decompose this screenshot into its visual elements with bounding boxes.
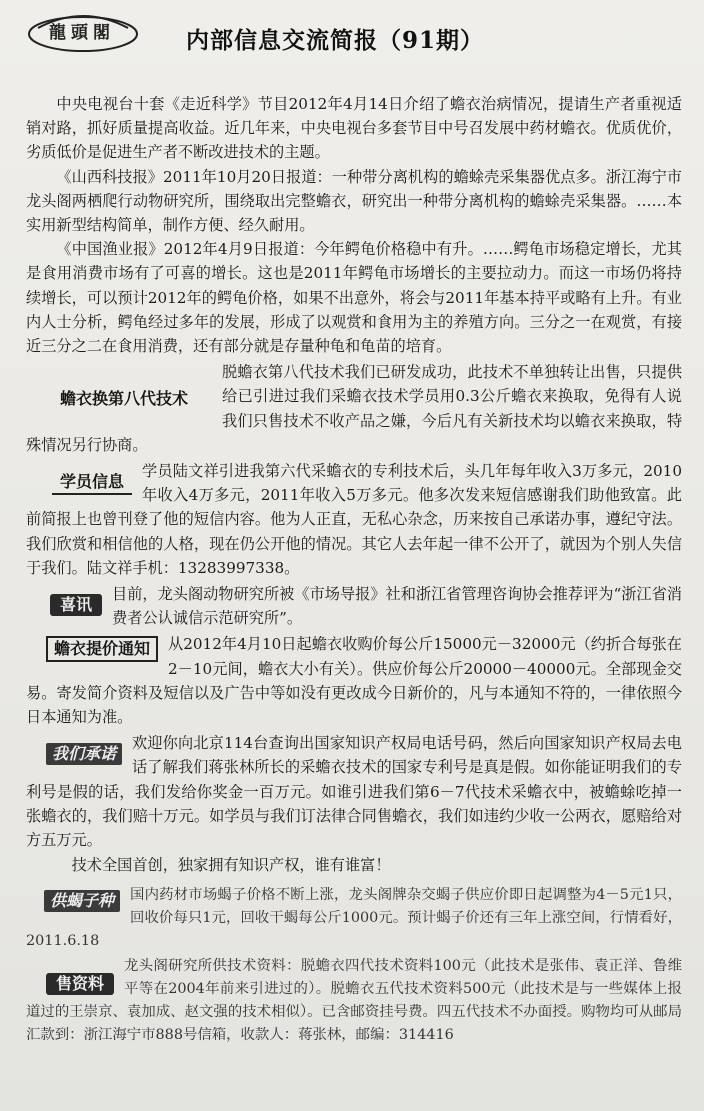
section-label-promise: 我们承诺 xyxy=(46,743,122,765)
section-price-notice xyxy=(26,632,682,729)
paragraph-fishery: 《中国渔业报》2012年4月9日报道：今年鳄龟价格稳中有升。……鳄龟市场稳定增长，尤其是食用消费市场有了可喜的增长。这也是2011年鳄龟市场增长的主要拉动力。而这一市场仍将持续增长，可以预计2012年的鳄龟价格，如果不出意外，将会与2011年基本持平或略有上升。有业内人士分析，鳄龟经过多年的发展，形成了以观赏和食用为主的养殖方向。三分之一在观赏，有接近三分之二在食用消费，还有部分就是存量种龟和龟苗的培育。 xyxy=(26,240,682,356)
section-text-student-info: 学员陆文祥引进我第六代采蟾衣的专利技术后，头几年每年收入3万多元，2010年收入4万多元，2011年收入5万多元。他多次发来短信感谢我们助他致富。此前简报上也曾刊登了他的短信内容。他为人正直，无私心杂念，历来按自己承诺办事，遵纪守法。我们欣赏和相信他的人格，现在仍公开他的情况。其它人去年起一律不公开了，就因为个别人失信于我们。陆文祥手机：13283997338。 xyxy=(26,462,682,577)
logo-text: 龍頭閣 xyxy=(49,23,115,43)
section-text-promise: 欢迎你向北京114台查询出国家知识产权局电话号码，然后向国家知识产权局去电话了解我们蒋张林所长的采蟾衣技术的国家专利号是真是假。如你能证明我们的专利号是假的话，我们发给你奖金一百万元。如谁引进我们第6－7代技术采蟾衣中，被蟾蜍吃掉一张蟾衣的，我们赔十万元。如学员与我们订法律合同售蟾衣，我们如违约少收一公两衣，愿赔给对方五万元。 xyxy=(26,734,682,850)
paragraph-shanxi: 《山西科技报》2011年10月20日报道：一种带分离机构的蟾蜍壳采集器优点多。浙江海宁市龙头阁两栖爬行动物研究所，围绕取出完整蟾衣，研究出一种带分离机构的蟾蜍壳采集器。……本实用新型结构简单，制作方便、经久耐用。 xyxy=(26,167,682,235)
section-label-student-info: 学员信息 xyxy=(52,471,132,495)
intro-section xyxy=(26,92,682,358)
section-label-price-notice: 蟾衣提价通知 xyxy=(46,636,158,662)
section-materials xyxy=(26,955,682,1047)
section-label-materials: 售资料 xyxy=(46,973,114,995)
section-text-materials: 龙头阁研究所供技术资料：脱蟾衣四代技术资料100元（此技术是张伟、袁正洋、鲁维平等在2004年前来引进过的）。脱蟾衣五代技术资料500元（此技术是与一些媒体上报道过的王崇京、袁加成、赵文强的技术相似）。已含邮资挂号费。四五代技术不办面授。购物均可从邮局汇款到：浙江海宁市888号信箱，收款人：蒋张林，邮编：314416 xyxy=(26,957,682,1043)
section-label-eighth-gen: 蟾衣换第八代技术 xyxy=(60,389,189,409)
paragraph-cctv: 中央电视台十套《走近科学》节目2012年4月14日介绍了蟾衣治病情况，提请生产者重视适销对路，抓好质量提高收益。近几年来，中央电视台多套节目中号召发展中药材蟾衣。优质优价，劣质低价是促进生产者不断改进技术的主题。 xyxy=(26,95,682,162)
section-text-good-news: 目前，龙头阁动物研究所被《市场导报》社和浙江省管理咨询协会推荐评为“浙江省消费者公认诚信示范研究所”。 xyxy=(112,585,682,628)
section-eighth-gen xyxy=(26,360,682,457)
section-text-eighth-gen: 脱蟾衣第八代技术我们已研发成功，此技术不单独转让出售，只提供给已引进过我们采蟾衣技术学员用0.3公斤蟾衣来换取，免得有人说我们只售技术不收产品之嫌，今后凡有关新技术均以蟾衣来换取，特殊情况另行协商。 xyxy=(26,363,682,454)
page-title: 内部信息交流简报（91期） xyxy=(186,27,485,54)
section-good-news xyxy=(26,582,682,630)
section-label-good-news: 喜讯 xyxy=(50,594,102,616)
section-scorpion xyxy=(26,884,682,953)
section-text-price-notice: 从2012年4月10日起蟾衣收购价每公斤15000元－32000元（约折合每张在2－10元间，蟾衣大小有关）。供应价每公斤20000－40000元。全部现金交易。寄发简介资料及短信以及广告中等如没有更改成今日新价的，凡与本通知不符的，一律依照今日本通知为准。 xyxy=(26,635,682,727)
bottom-section xyxy=(26,884,682,1047)
section-text-scorpion: 国内药材市场蝎子价格不断上涨，龙头阁牌杂交蝎子供应价即日起调整为4－5元1只，回收价每只1元，回收干蝎每公斤1000元。预计蝎子价还有三年上涨空间，行情看好，2011.6.18 xyxy=(26,886,682,949)
header xyxy=(26,8,682,70)
section-label-scorpion: 供蝎子种 xyxy=(44,890,120,912)
section-promise xyxy=(26,731,682,852)
slogan: 技术全国首创，独家拥有知识产权，谁有谁富！ xyxy=(71,856,391,875)
section-student-info xyxy=(26,459,682,580)
